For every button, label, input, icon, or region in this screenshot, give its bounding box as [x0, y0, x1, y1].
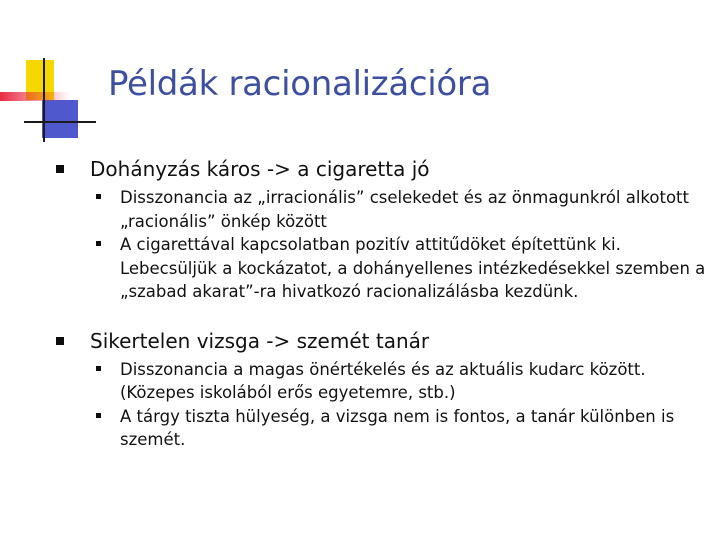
bullet-level2 [56, 405, 706, 452]
square-bullet-icon [96, 241, 101, 246]
square-bullet-icon [56, 337, 64, 345]
blue-square [42, 100, 78, 138]
bullet-group-smoking [56, 156, 706, 304]
bullet-text: Dohányzás káros -> a cigaretta jó [90, 157, 430, 181]
square-bullet-icon [96, 194, 101, 199]
slide-title: Példák racionalizációra [108, 64, 492, 104]
square-bullet-icon [56, 165, 64, 173]
slide-content [56, 156, 706, 452]
sub-bullet-text: Disszonancia az „irracionális” cselekedet és az önmagunkról alkotott „racionális” önkép között [120, 188, 690, 231]
bullet-level1 [56, 328, 706, 354]
corner-decoration [0, 0, 100, 150]
sub-bullet-text: A tárgy tiszta hülyeség, a vizsga nem is fontos, a tanár különben is szemét. [120, 406, 675, 449]
bullet-level2 [56, 233, 706, 304]
sub-bullet-list [56, 358, 706, 452]
bullet-group-exam [56, 328, 706, 452]
red-bar [0, 92, 70, 101]
sub-bullet-text: A cigarettával kapcsolatban pozitív attitűdöket építettünk ki. Lebecsüljük a kockázatot, a dohányellenes intézkedésekkel szemben a „szabad akarat”-ra hivatkozó racionalizálásba kezdünk. [120, 235, 706, 301]
sub-bullet-text: Disszonancia a magas önértékelés és az aktuális kudarc között. (Közepes iskolából erős egyetemre, stb.) [120, 359, 646, 402]
bullet-text: Sikertelen vizsga -> szemét tanár [90, 328, 430, 353]
bullet-level2 [56, 186, 706, 233]
bullet-level2 [56, 358, 706, 405]
sub-bullet-list [56, 186, 706, 304]
bullet-level1 [56, 156, 706, 182]
square-bullet-icon [96, 413, 101, 418]
square-bullet-icon [96, 366, 101, 371]
